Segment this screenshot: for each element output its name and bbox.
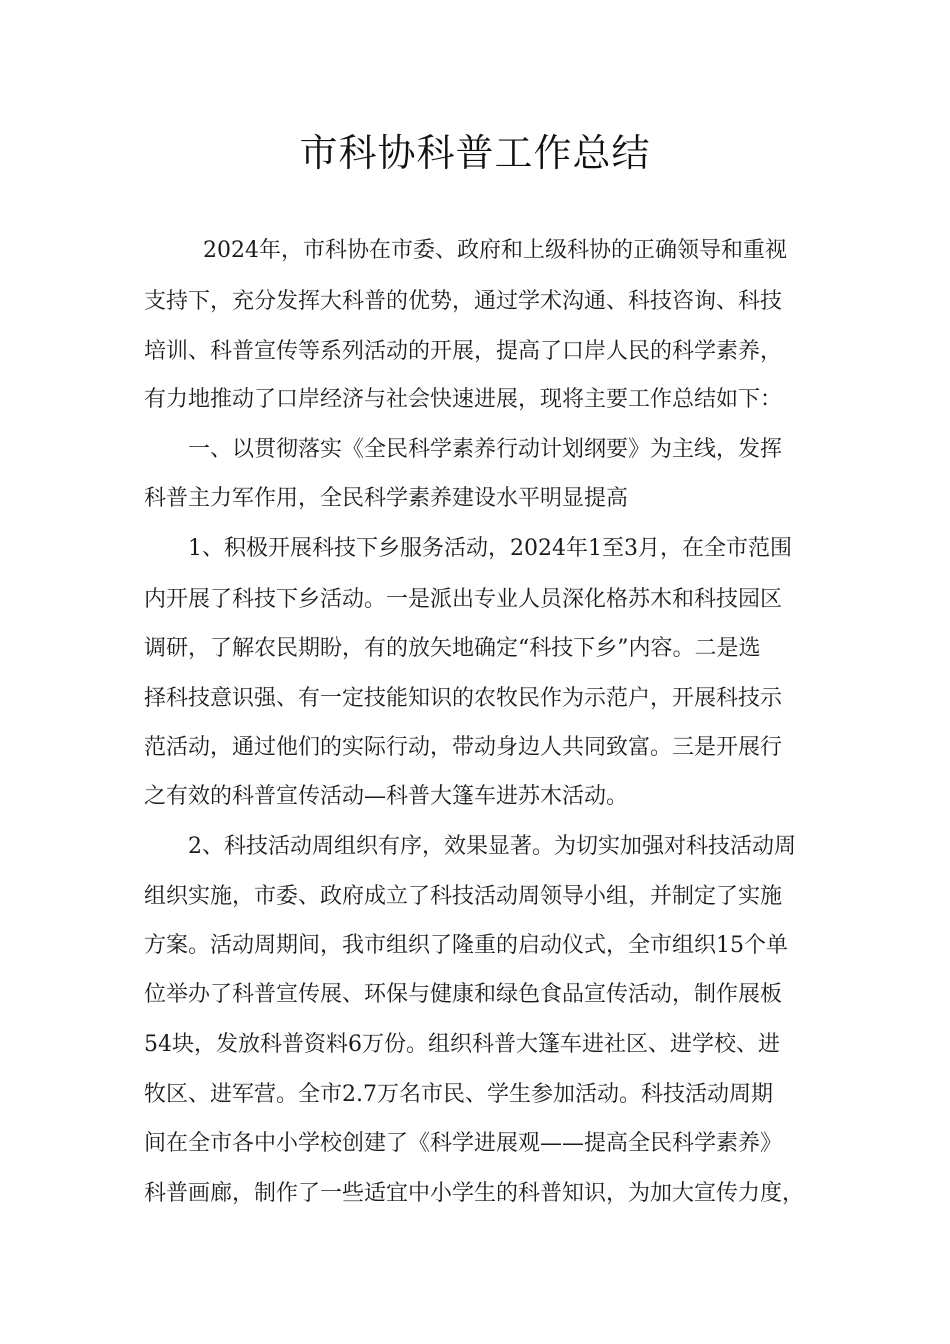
paragraph-line: 支持下，充分发挥大科普的优势，通过学术沟通、科技咨询、科技 (144, 289, 783, 314)
paragraph-line: 54块，发放科普资料6万份。组织科普大篷车进社区、进学校、进 (144, 1032, 780, 1057)
paragraph-line: 调研，了解农民期盼，有的放矢地确定“科技下乡”内容。二是选 (144, 636, 761, 661)
paragraph-line: 牧区、进军营。全市2.7万名市民、学生参加活动。科技活动周期 (144, 1082, 773, 1107)
paragraph-line: 之有效的科普宣传活动—科普大篷车进苏木活动。 (144, 784, 629, 809)
document-title: 市科协科普工作总结 (299, 131, 651, 175)
paragraph-line: 组织实施，市委、政府成立了科技活动周领导小组，并制定了实施 (144, 884, 783, 909)
paragraph-line: 位举办了科普宣传展、环保与健康和绿色食品宣传活动，制作展板 (144, 982, 783, 1007)
paragraph-line: 1、积极开展科技下乡服务活动，2024年1至3月，在全市范围 (188, 536, 792, 561)
paragraph-line: 方案。活动周期间，我市组织了隆重的启动仪式，全市组织15个单 (144, 933, 788, 958)
paragraph-line: 有力地推动了口岸经济与社会快速进展，现将主要工作总结如下： (144, 387, 783, 412)
paragraph-line: 科普画廊，制作了一些适宜中小学生的科普知识，为加大宣传力度， (144, 1181, 805, 1206)
paragraph-line: 内开展了科技下乡活动。一是派出专业人员深化格苏木和科技园区 (144, 587, 783, 612)
paragraph-line: 2024年，市科协在市委、政府和上级科协的正确领导和重视 (203, 238, 787, 263)
paragraph-line: 间在全市各中小学校创建了《科学进展观——提高全民科学素养》 (144, 1131, 783, 1156)
paragraph-line: 2、科技活动周组织有序，效果显著。为切实加强对科技活动周 (188, 834, 796, 859)
paragraph-line: 范活动，通过他们的实际行动，带动身边人共同致富。三是开展行 (144, 735, 783, 760)
section-heading-line: 一、以贯彻落实《全民科学素养行动计划纲要》为主线，发挥 (188, 437, 783, 462)
section-heading-line: 科普主力军作用，全民科学素养建设水平明显提高 (144, 486, 629, 511)
paragraph-line: 择科技意识强、有一定技能知识的农牧民作为示范户，开展科技示 (144, 686, 783, 711)
paragraph-line: 培训、科普宣传等系列活动的开展，提高了口岸人民的科学素养， (144, 339, 783, 364)
